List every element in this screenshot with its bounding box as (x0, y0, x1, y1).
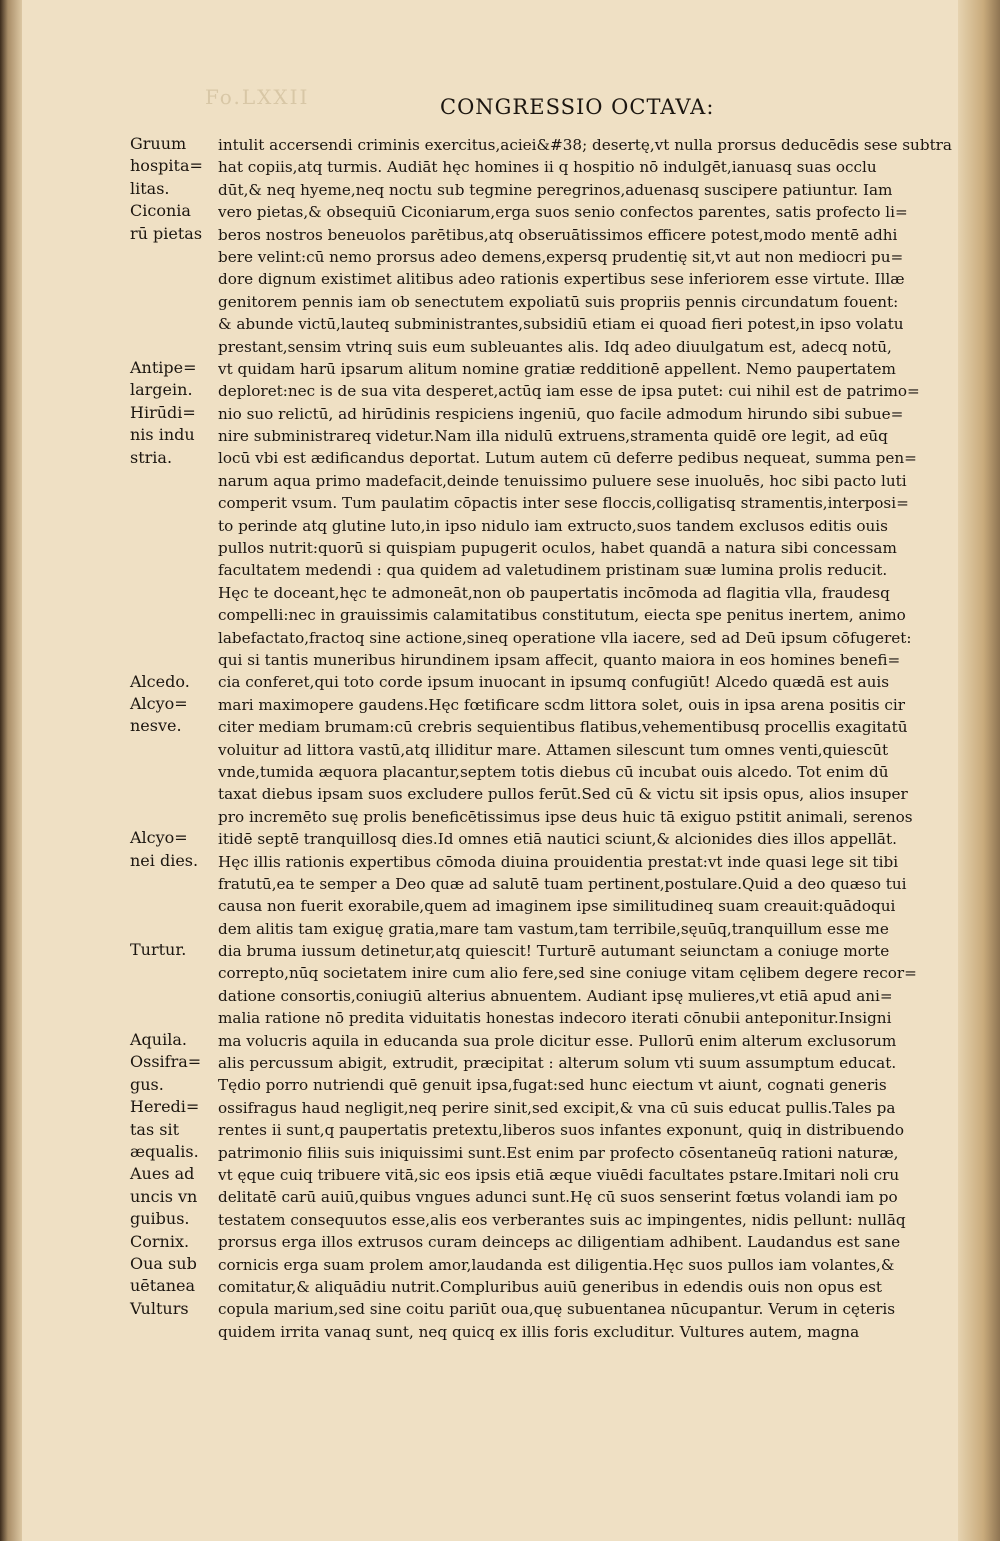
text-line: datione consortis,coniugiū alterius abnuentem. Audiant ipsę mulieres,vt etiā apud ani= (218, 986, 893, 1005)
text-line: cia conferet,qui toto corde ipsum inuocant in ipsumq confugiūt! Alcedo quædā est auis (218, 673, 890, 692)
page-fore-edge (958, 0, 1000, 1541)
margin-note: æqualis. (130, 1142, 199, 1161)
text-line: compelli:nec in grauissimis calamitatibus constitutum, eiecta spe penitus inertem, animo (218, 606, 906, 625)
margin-note: rū pietas (130, 223, 203, 243)
text-line: dūt,& neq hyeme,neq noctu sub tegmine peregrinos,aduenasq suscipere patiuntur. Iam (218, 180, 893, 199)
margin-note: Aues ad (130, 1164, 195, 1184)
margin-note: Ciconia (130, 201, 191, 221)
margin-note: Heredi= (130, 1097, 200, 1117)
text-line: deploret:nec is de sua vita desperet,actūq iam esse de ipsa putet: cui nihil est de patrimo= (218, 382, 920, 401)
text-line: voluitur ad littora vastū,atq illiditur mare. Attamen silescunt tum omnes venti,quiescūt (218, 740, 889, 759)
margin-note: Alcyo= (130, 828, 188, 848)
margin-note: Hirūdi= (130, 402, 196, 422)
text-line: pro incremēto suę prolis beneficētissimus ipse deus huic tā exiguo pstitit animali, serenos (218, 807, 913, 826)
margin-note: uncis vn (130, 1186, 198, 1206)
text-line: to perinde atq glutine luto,in ipso nidulo iam extructo,suos tandem exclusos editis ouis (218, 516, 888, 535)
margin-note: Turtur. (130, 940, 187, 960)
margin-note: Alcyo= (130, 694, 188, 713)
margin-note: nis indu (130, 425, 195, 445)
margin-note: largein. (130, 380, 193, 400)
margin-note: Ossifra= (130, 1052, 202, 1072)
body-text (218, 134, 958, 1343)
text-line: intulit accersendi criminis exercitus,aciei&#38; desertę,vt nulla prorsus deducēdis sese subtra (218, 136, 952, 154)
text-line: testatem consequutos esse,alis eos verberantes suis ac impingentes, nidis pellunt: nullāq (218, 1210, 906, 1229)
text-line: copula marium,sed sine coitu pariūt oua,quę subuentanea nūcupantur. Verum in cęteris (218, 1300, 895, 1319)
text-line: vero pietas,& obsequiū Ciconiarum,erga suos senio confectos parentes, satis profecto li= (218, 203, 908, 222)
text-line: vt quidam harū ipsarum alitum nomine gratiæ redditionē appellent. Nemo paupertatem (218, 359, 896, 378)
text-line: itidē septē tranquillosq dies.Id omnes etiā nautici sciunt,& alcionides dies illos appellāt. (218, 830, 897, 849)
margin-note: nesve. (130, 716, 182, 736)
text-line: vt ęque cuiq tribuere vitā,sic eos ipsis etiā æque viuēdi facultates pstare.Imitari noli cru (218, 1165, 900, 1184)
text-line: narum aqua primo madefacit,deinde tenuissimo puluere sese inuoluēs, hoc sibi pacto luti (218, 471, 907, 490)
text-line: ossifragus haud negligit,neq perire sinit,sed excipit,& vna cū suis educat pullis.Tales pa (218, 1098, 896, 1117)
text-line: comperit vsum. Tum paulatim cōpactis inter sese floccis,colligatisq stramentis,interposi= (218, 494, 909, 513)
text-line: bere velint:cū nemo prorsus adeo demens,expersq prudentię sit,vt aut non mediocri pu= (218, 247, 904, 266)
margin-note: hospita= (130, 156, 203, 176)
bleed-through-folio: Fo.LXXII (205, 85, 310, 109)
text-line: Hęc illis rationis expertibus cōmoda diuina prouidentia prestat:vt inde quasi lege sit tibi (218, 852, 899, 871)
margin-note: stria. (130, 447, 173, 467)
margin-note: Antipe= (130, 358, 197, 377)
text-line: facultatem medendi : qua quidem ad valetudinem pristinam suæ lumina prolis reducit. (218, 561, 888, 580)
margin-note: Aquila. (130, 1030, 187, 1049)
text-line: dem alitis tam exiguę gratia,mare tam vastum,tam terribile,sęuūq,tranquillum esse me (218, 919, 889, 938)
text-line: quidem irrita vanaq sunt, neq quicq ex illis foris excluditur. Vultures autem, magna (218, 1322, 860, 1341)
margin-note: Vulturs (130, 1298, 189, 1318)
text-line: comitatur,& aliquādiu nutrit.Compluribus auiū generibus in edendis ouis non opus est (218, 1277, 882, 1296)
margin-note: Gruum (130, 134, 187, 153)
text-line: labefactato,fractoq sine actione,sineq operatione vlla iacere, sed ad Deū ipsum cōfugeret: (218, 628, 912, 647)
text-line: patrimonio filiis suis iniquissimi sunt.Est enim par profecto cōsentaneūq rationi naturæ, (218, 1143, 899, 1162)
page-gutter-shadow (0, 0, 22, 1541)
text-line: Hęc te doceant,hęc te admoneāt,non ob paupertatis incōmoda ad flagitia vlla, fraudesq (218, 583, 890, 602)
text-line: causa non fuerit exorabile,quem ad imaginem ipse similitudineq suam creauit:quādoqui (218, 897, 896, 916)
text-line: taxat diebus ipsam suos excludere pullos ferūt.Sed cū & victu sit ipsis opus, alios insuper (218, 785, 908, 804)
text-line: ma volucris aquila in educanda sua prole dicitur esse. Pullorū enim alterum exclusorum (218, 1031, 897, 1050)
text-line: genitorem pennis iam ob senectutem expoliatū suis propriis pennis circundatum fouent: (218, 292, 899, 311)
text-line: pullos nutrit:quorū si quispiam pupugerit oculos, habet quandā a natura sibi concessam (218, 539, 897, 558)
margin-note: tas sit (130, 1119, 180, 1139)
margin-note: gus. (130, 1074, 164, 1094)
text-line: beros nostros beneuolos parētibus,atq obseruātissimos efficere potest,modo mentē adhi (218, 225, 898, 244)
text-line: nire subministrareq videtur.Nam illa nidulū extruens,stramenta quidē ore legit, ad eūq (218, 427, 888, 446)
text-line: prestant,sensim vtrinq suis eum subleuantes alis. Idq adeo diuulgatum est, adecq notū, (218, 337, 892, 356)
text-line: citer mediam brumam:cū crebris sequientibus flatibus,vehementibusq procellis exagitatū (218, 718, 908, 737)
text-line: correpto,nūq societatem inire cum alio fere,sed sine coniuge vitam cęlibem degere recor= (218, 964, 917, 983)
text-line: cornicis erga suam prolem amor,laudanda est diligentia.Hęc suos pullos iam volantes,& (218, 1255, 895, 1274)
text-line: rentes ii sunt,q paupertatis pretextu,liberos suos infantes exponunt, quiq in distribuendo (218, 1121, 904, 1140)
text-line: locū vbi est ædificandus deportat. Lutum autem cū deferre pedibus nequeat, summa pen= (218, 449, 917, 468)
margin-note: Oua sub (130, 1254, 197, 1273)
text-line: vnde,tumida æquora placantur,septem totis diebus cū incubat ouis alcedo. Tot enim dū (218, 762, 889, 781)
margin-note: uētanea (130, 1276, 196, 1296)
text-line: fratutū,ea te semper a Deo quæ ad salutē tuam pertinent,postulare.Quid a deo quæso tui (218, 874, 907, 893)
margin-note: litas. (130, 178, 170, 198)
text-line: dore dignum existimet alitibus adeo rationis expertibus sese inferiorem esse virtute. Illæ (218, 270, 905, 289)
text-line: qui si tantis muneribus hirundinem ipsam affecit, quanto maiora in eos homines benefi= (218, 650, 901, 669)
text-line: prorsus erga illos extrusos curam deinceps ac diligentiam adhibent. Laudandus est sane (218, 1233, 901, 1252)
text-line: malia ratione nō predita viduitatis honestas indecoro iterati cōnubii anteponitur.Insigni (218, 1009, 892, 1028)
text-line: nio suo relictū, ad hirūdinis respiciens ingeniū, quo facile admodum hirundo sibi subue= (218, 404, 904, 423)
text-line: delitatē carū auiū,quibus vngues adunci sunt.Hę cū suos senserint fœtus volandi iam po (218, 1188, 898, 1207)
text-line: hat copiis,atq turmis. Audiāt hęc homines ii q hospitio nō indulgēt,ianuasq suas occlu (218, 158, 877, 177)
text-line: Tędio porro nutriendi quē genuit ipsa,fugat:sed hunc eiectum vt aiunt, cognati generis (218, 1076, 887, 1095)
text-line: dia bruma iussum detinetur,atq quiescit! Turturē autumant seiunctam a coniuge morte (218, 942, 890, 961)
text-line: mari maximopere gaudens.Hęc fœtificare scdm littora solet, ouis in ipsa arena positis cir (218, 695, 906, 714)
margin-note: nei dies. (130, 850, 199, 870)
text-line: alis percussum abigit, extrudit, præcipitat : alterum solum vti suum assumptum educat. (218, 1054, 897, 1073)
margin-note: Cornix. (130, 1231, 190, 1251)
running-header: CONGRESSIO OCTAVA: (440, 95, 715, 119)
margin-note: Alcedo. (130, 671, 190, 691)
margin-note: guibus. (130, 1209, 190, 1229)
text-line: & abunde victū,lauteq subministrantes,subsidiū etiam ei quoad fieri potest,in ipso volatu (218, 315, 904, 334)
